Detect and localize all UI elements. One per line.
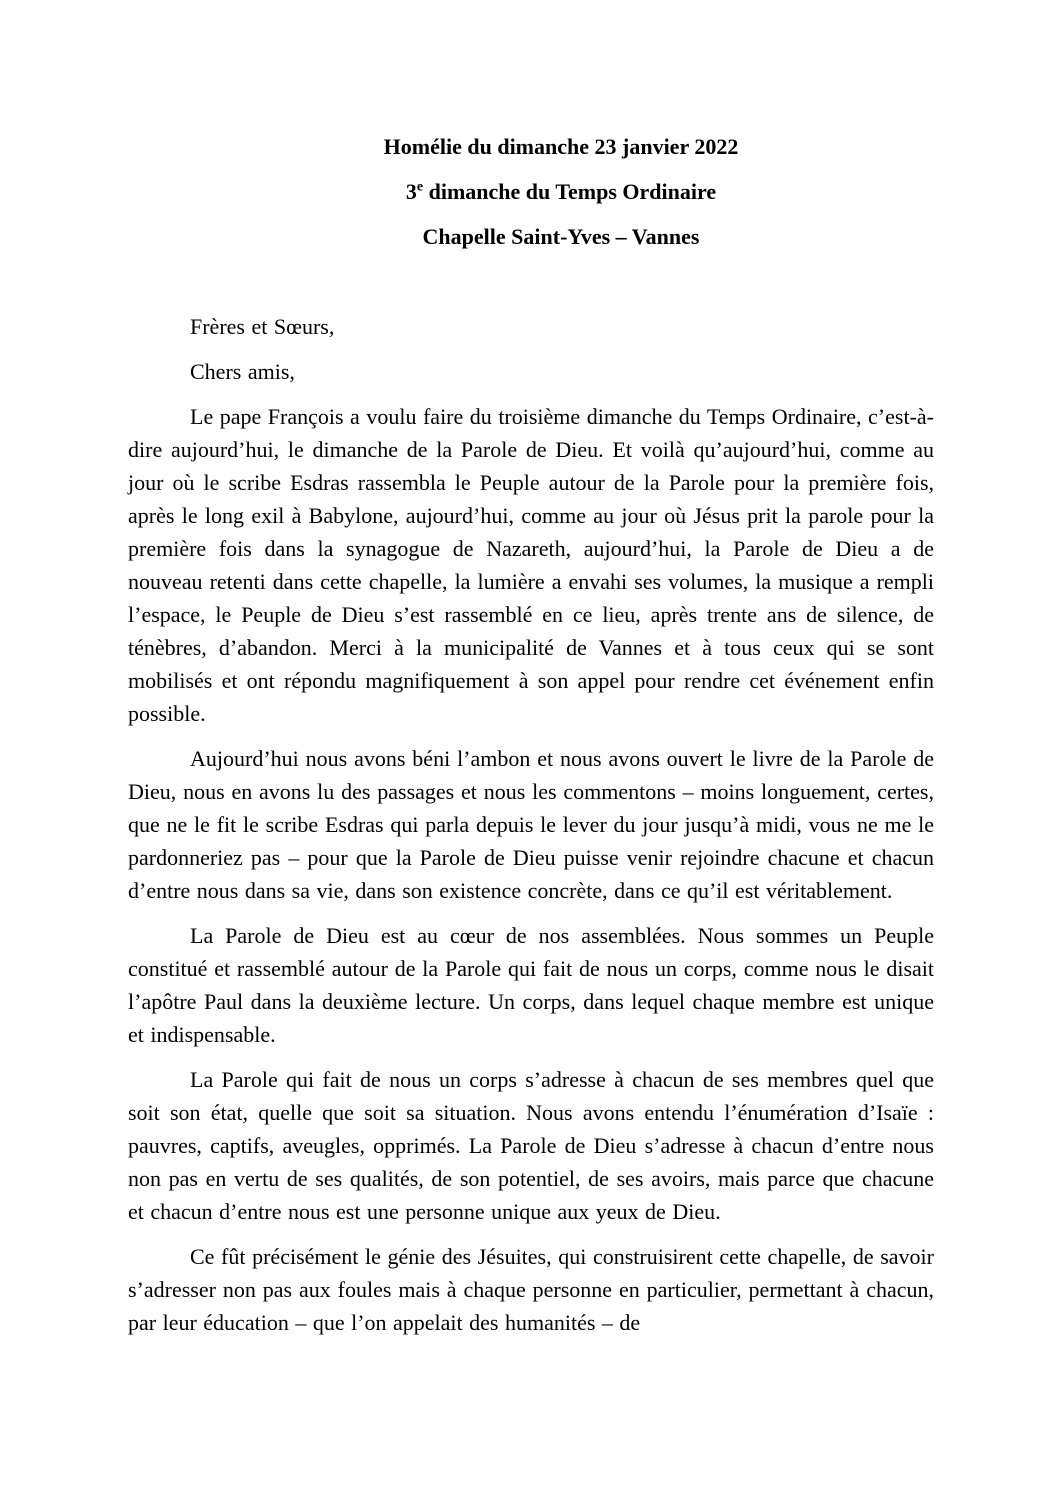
salutation-line: Frères et Sœurs, <box>190 314 335 339</box>
body-paragraph: La Parole qui fait de nous un corps s’adresse à chacun de ses membres quel que soit son état, quelle que soit sa situation. Nous avons entendu l’énumération d’Isaïe : pauvres, captifs, aveugles, opprimés. La Parole de Dieu s’adresse à chacun d’entre nous non pas en vertu de ses qualités, de son potentiel, de ses avoirs, mais parce que chacune et chacun d’entre nous est une personne unique aux yeux de Dieu. <box>128 1067 934 1224</box>
title-line-2-text: dimanche du Temps Ordinaire <box>423 179 717 204</box>
salutation-line: Chers amis, <box>190 359 295 384</box>
body-paragraph: Aujourd’hui nous avons béni l’ambon et nous avons ouvert le livre de la Parole de Dieu, nous en avons lu des passages et nous les commentons – moins longuement, certes, que ne le fit le scribe Esdras qui parla depuis le lever du jour jusqu’à midi, vous ne me le pardonneriez pas – pour que la Parole de Dieu puisse venir rejoindre chacune et chacun d’entre nous dans sa vie, dans son existence concrète, dans ce qu’il est véritablement. <box>128 746 934 903</box>
document-title-line-2 <box>188 175 934 208</box>
blank-line-spacer <box>128 265 934 310</box>
title-line-2-number: 3 <box>405 179 417 204</box>
document-content <box>128 130 934 1351</box>
title-line-2-ordinal-suffix: e <box>416 179 424 195</box>
body-paragraph: Ce fût précisément le génie des Jésuites, qui construisirent cette chapelle, de savoir s’adresser non pas aux foules mais à chaque personne en particulier, permettant à chacun, par leur éducation – que l’on appelait des humanités – de <box>128 1244 934 1335</box>
body-paragraph: La Parole de Dieu est au cœur de nos assemblées. Nous sommes un Peuple constitué et rassemblé autour de la Parole qui fait de nous un corps, comme nous le disait l’apôtre Paul dans la deuxième lecture. Un corps, dans lequel chaque membre est unique et indispensable. <box>128 923 934 1047</box>
document-title-line-1: Homélie du dimanche 23 janvier 2022 <box>383 134 739 159</box>
body-paragraph: Le pape François a voulu faire du troisième dimanche du Temps Ordinaire, c’est-à-dire aujourd’hui, le dimanche de la Parole de Dieu. Et voilà qu’aujourd’hui, comme au jour où le scribe Esdras rassembla le Peuple autour de la Parole pour la première fois, après le long exil à Babylone, aujourd’hui, comme au jour où Jésus prit la parole pour la première fois dans la synagogue de Nazareth, aujourd’hui, la Parole de Dieu a de nouveau retenti dans cette chapelle, la lumière a envahi ses volumes, la musique a rempli l’espace, le Peuple de Dieu s’est rassemblé en ce lieu, après trente ans de silence, de ténèbres, d’abandon. Merci à la municipalité de Vannes et à tous ceux qui se sont mobilisés et ont répondu magnifiquement à son appel pour rendre cet événement enfin possible. <box>128 404 934 726</box>
document-title-line-3: Chapelle Saint-Yves – Vannes <box>422 224 700 249</box>
